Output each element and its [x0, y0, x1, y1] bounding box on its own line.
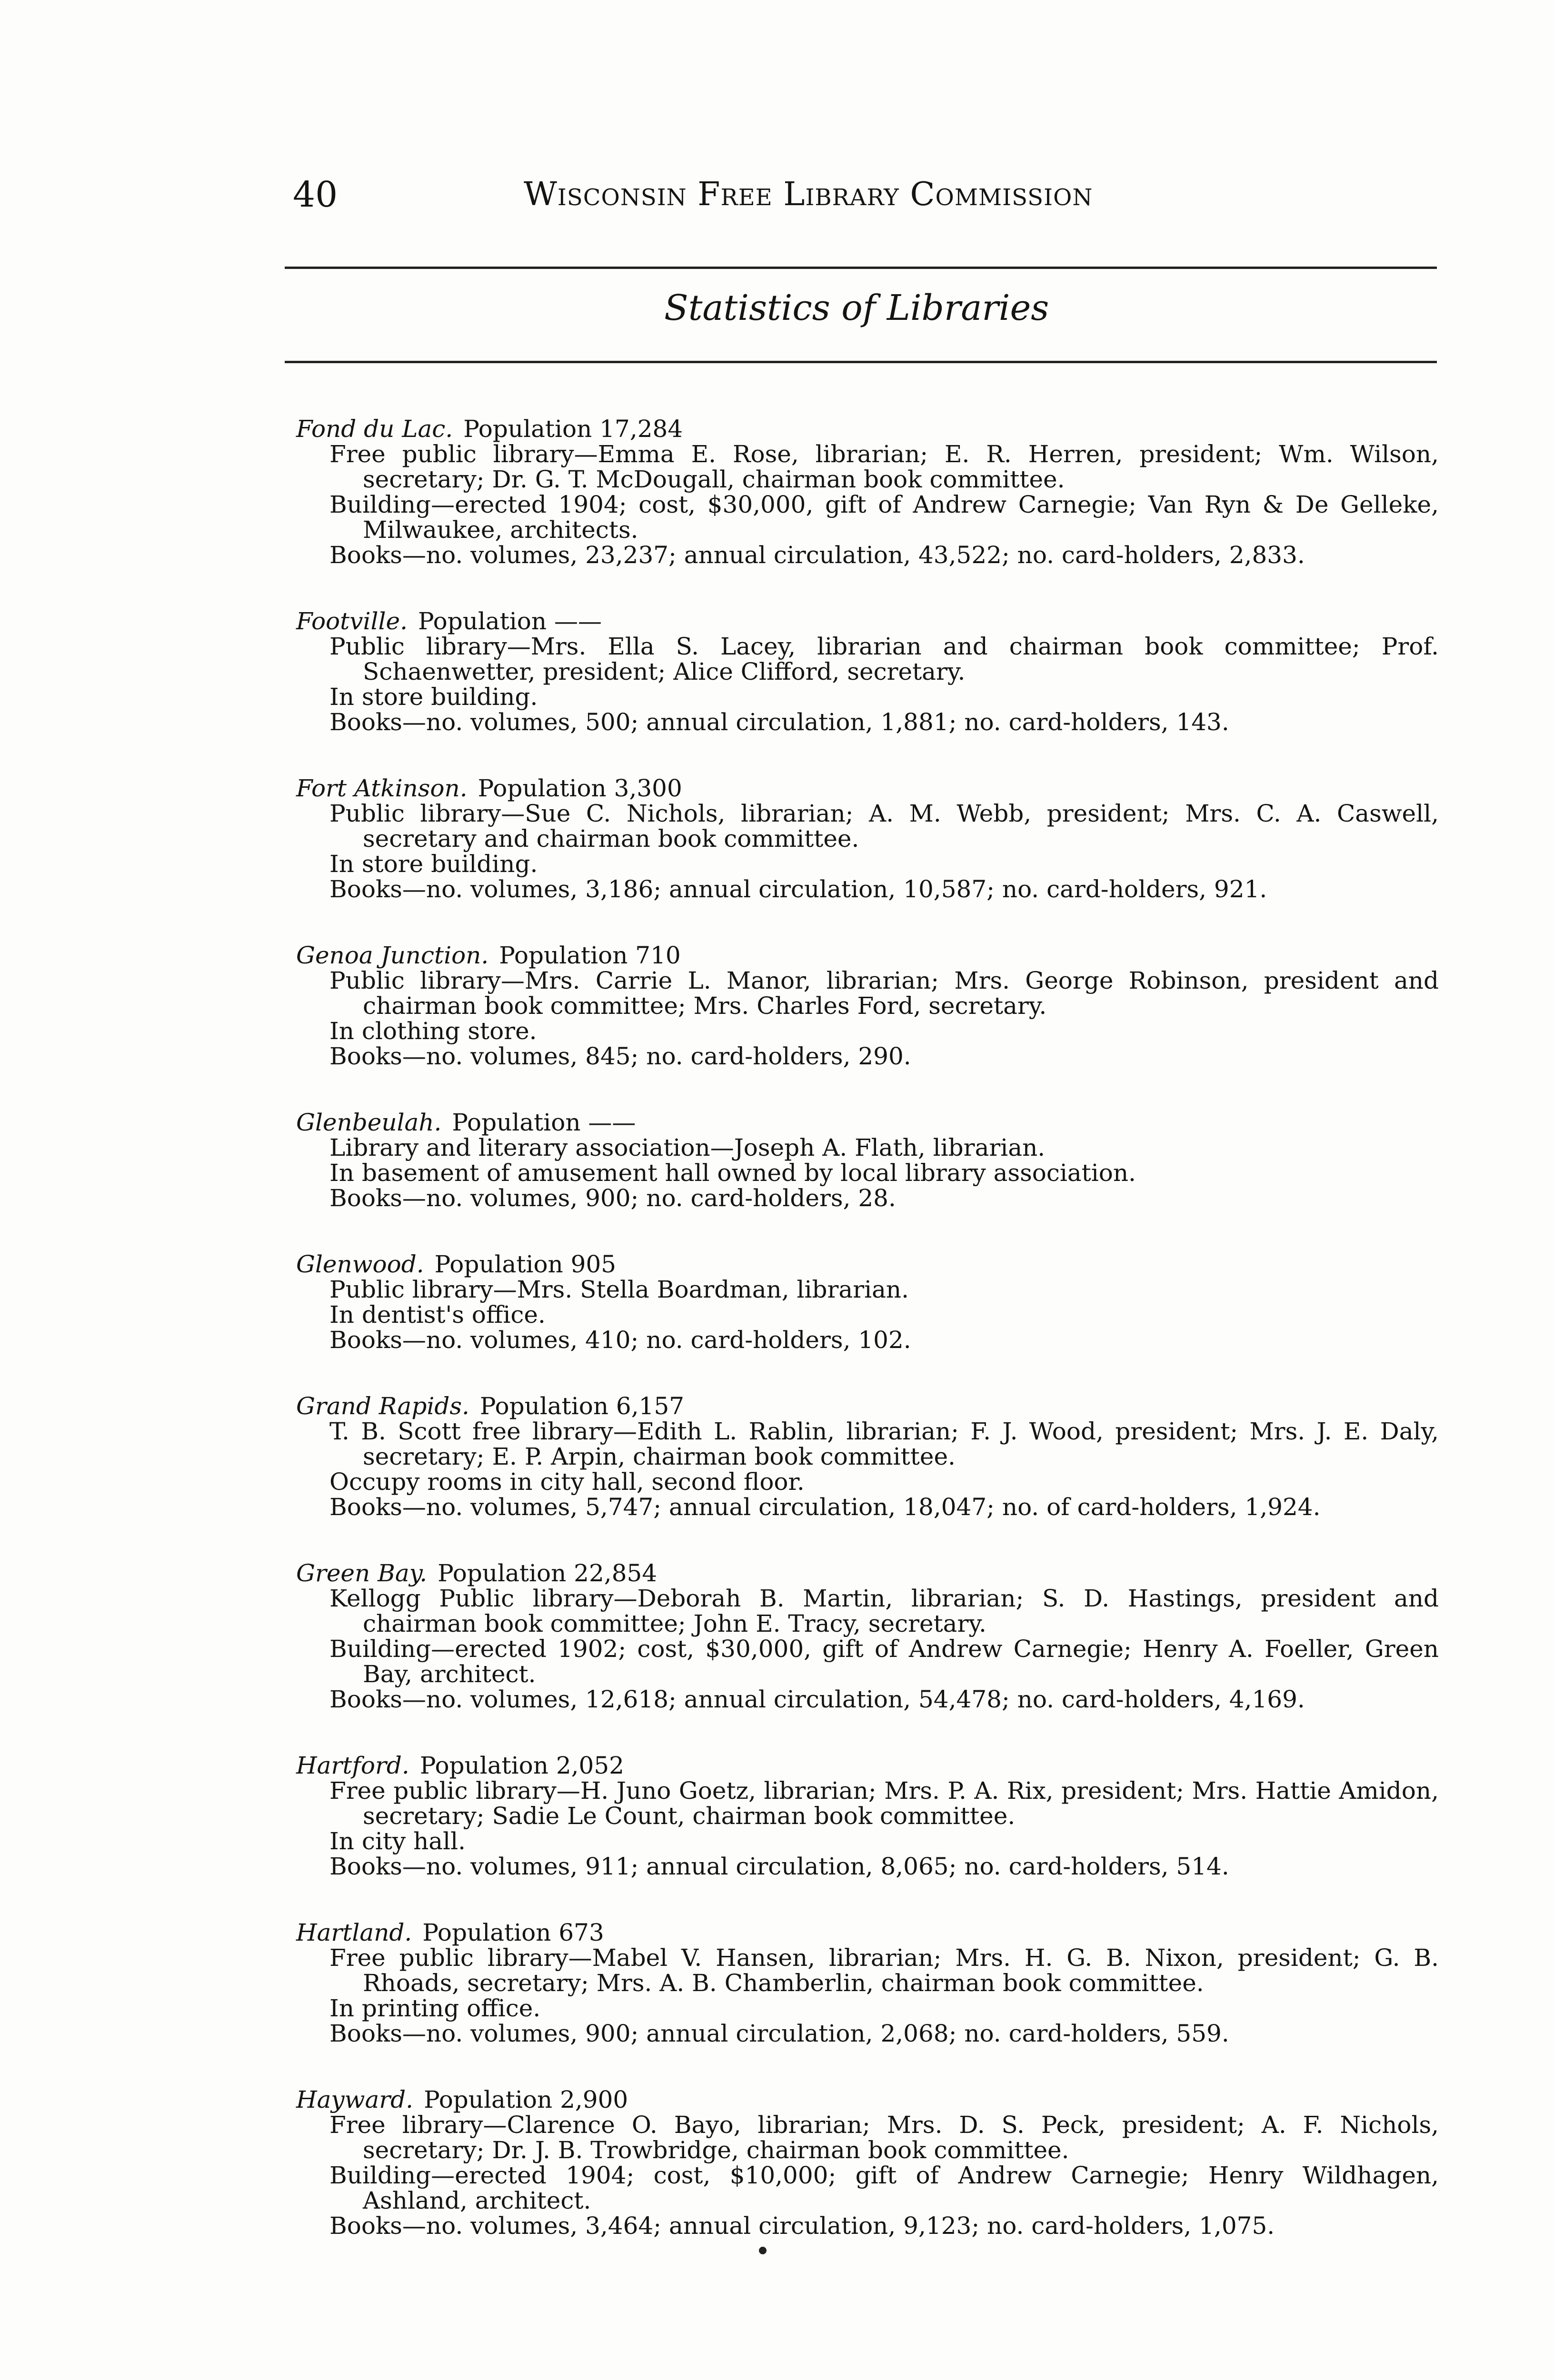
population: Population 2,052	[419, 1752, 624, 1779]
place-name: Genoa Junction.	[296, 942, 489, 969]
entry-detail: Books—no. volumes, 3,464; annual circulation, 9,123; no. card-holders, 1,075.	[329, 2212, 1275, 2240]
place-name: Footville.	[296, 607, 408, 635]
library-entry	[296, 943, 1439, 1069]
library-entry	[296, 609, 1439, 735]
entry-detail: Free public library—Mabel V. Hansen, librarian; Mrs. H. G. B. Nixon, president; G. B. Rhoads, secretary; Mrs. A. B. Chamberlin, chairman book committee.	[329, 1944, 1439, 1997]
place-name: Hayward.	[296, 2086, 414, 2113]
entry-heading	[296, 1252, 1439, 1277]
entry-detail: Kellogg Public library—Deborah B. Martin, librarian; S. D. Hastings, president and chairman book committee; John E. Tracy, secretary.	[329, 1585, 1439, 1637]
entry-detail: Free public library—H. Juno Goetz, librarian; Mrs. P. A. Rix, president; Mrs. Hattie Amidon, secretary; Sadie Le Count, chairman book committee.	[329, 1777, 1439, 1830]
entry-detail: Free library—Clarence O. Bayo, librarian; Mrs. D. S. Peck, president; A. F. Nichols, secretary; Dr. J. B. Trowbridge, chairman book committee.	[329, 2111, 1439, 2164]
section-title: Statistics of Libraries	[664, 288, 1049, 328]
library-entries	[296, 416, 1439, 2280]
entry-detail: T. B. Scott free library—Edith L. Rablin, librarian; F. J. Wood, president; Mrs. J. E. Daly, secretary; E. P. Arpin, chairman book committee.	[329, 1418, 1439, 1470]
entry-heading	[296, 416, 1439, 442]
entry-heading	[296, 943, 1439, 968]
population: Population 17,284	[463, 415, 683, 443]
population: Population 710	[499, 942, 681, 969]
entry-heading	[296, 1920, 1439, 1945]
entry-heading	[296, 609, 1439, 634]
library-entry	[296, 1110, 1439, 1211]
entry-detail: Building—erected 1902; cost, $30,000, gift of Andrew Carnegie; Henry A. Foeller, Green Bay, architect.	[329, 1635, 1439, 1688]
place-name: Grand Rapids.	[296, 1392, 469, 1420]
place-name: Fond du Lac.	[296, 415, 453, 443]
population: Population 6,157	[479, 1392, 685, 1420]
entry-detail: In dentist's office.	[329, 1301, 546, 1329]
place-name: Fort Atkinson.	[296, 774, 468, 802]
population: Population 905	[434, 1250, 617, 1278]
entry-detail: Books—no. volumes, 5,747; annual circulation, 18,047; no. of card-holders, 1,924.	[329, 1493, 1321, 1521]
entry-detail: Library and literary association—Joseph A. Flath, librarian.	[329, 1134, 1046, 1161]
population: Population ——	[452, 1109, 636, 1136]
entry-detail: In city hall.	[329, 1827, 466, 1855]
library-entry	[296, 1394, 1439, 1520]
entry-heading	[296, 1561, 1439, 1586]
entry-detail: Public library—Mrs. Ella S. Lacey, librarian and chairman book committee; Prof. Schaenwetter, president; Alice Clifford, secretary.	[329, 633, 1439, 685]
top-rule	[285, 267, 1437, 269]
entry-detail: In clothing store.	[329, 1017, 537, 1045]
entry-detail: Books—no. volumes, 500; annual circulation, 1,881; no. card-holders, 143.	[329, 708, 1229, 736]
library-entry	[296, 1920, 1439, 2046]
place-name: Glenwood.	[296, 1250, 424, 1278]
entry-detail: Books—no. volumes, 911; annual circulation, 8,065; no. card-holders, 514.	[329, 1853, 1229, 1880]
entry-detail: Public library—Mrs. Stella Boardman, librarian.	[329, 1276, 909, 1303]
library-entry	[296, 1753, 1439, 1879]
footer-dot	[759, 2247, 767, 2254]
entry-heading	[296, 776, 1439, 801]
population: Population ——	[418, 607, 602, 635]
population: Population 2,900	[424, 2086, 628, 2113]
entry-detail: Books—no. volumes, 900; annual circulation, 2,068; no. card-holders, 559.	[329, 2020, 1229, 2047]
entry-heading	[296, 2087, 1439, 2112]
entry-detail: Books—no. volumes, 12,618; annual circulation, 54,478; no. card-holders, 4,169.	[329, 1686, 1305, 1713]
library-entry	[296, 416, 1439, 568]
entry-detail: Books—no. volumes, 410; no. card-holders, 102.	[329, 1326, 911, 1354]
entry-detail: Public library—Mrs. Carrie L. Manor, librarian; Mrs. George Robinson, president and chairman book committee; Mrs. Charles Ford, secretary.	[329, 967, 1439, 1020]
library-entry	[296, 2087, 1439, 2239]
place-name: Hartford.	[296, 1752, 409, 1779]
entry-detail: In store building.	[329, 683, 538, 711]
entry-heading	[296, 1110, 1439, 1135]
bottom-rule	[285, 361, 1437, 363]
entry-detail: Public library—Sue C. Nichols, librarian; A. M. Webb, president; Mrs. C. A. Caswell, secretary and chairman book committee.	[329, 800, 1439, 853]
place-name: Green Bay.	[296, 1559, 428, 1587]
entry-detail: In store building.	[329, 850, 538, 878]
entry-detail: Books—no. volumes, 845; no. card-holders, 290.	[329, 1042, 911, 1070]
entry-detail: Free public library—Emma E. Rose, librarian; E. R. Herren, president; Wm. Wilson, secretary; Dr. G. T. McDougall, chairman book committee.	[329, 440, 1439, 493]
entry-detail: Books—no. volumes, 3,186; annual circulation, 10,587; no. card-holders, 921.	[329, 875, 1267, 903]
entry-detail: Building—erected 1904; cost, $30,000, gift of Andrew Carnegie; Van Ryn & De Gelleke, Milwaukee, architects.	[329, 491, 1439, 544]
running-head: Wisconsin Free Library Commission	[524, 176, 1093, 213]
entry-detail: Books—no. volumes, 900; no. card-holders, 28.	[329, 1184, 896, 1212]
population: Population 22,854	[438, 1559, 657, 1587]
library-entry	[296, 776, 1439, 902]
library-entry	[296, 1561, 1439, 1712]
place-name: Hartland.	[296, 1919, 412, 1946]
entry-detail: Occupy rooms in city hall, second floor.	[329, 1468, 805, 1496]
place-name: Glenbeulah.	[296, 1109, 442, 1136]
entry-detail: Books—no. volumes, 23,237; annual circulation, 43,522; no. card-holders, 2,833.	[329, 541, 1305, 569]
entry-heading	[296, 1394, 1439, 1419]
page-number: 40	[293, 174, 338, 215]
library-entry	[296, 1252, 1439, 1353]
population: Population 3,300	[478, 774, 682, 802]
entry-detail: In printing office.	[329, 1994, 541, 2022]
entry-detail: Building—erected 1904; cost, $10,000; gift of Andrew Carnegie; Henry Wildhagen, Ashland, architect.	[329, 2162, 1439, 2214]
entry-heading	[296, 1753, 1439, 1778]
population: Population 673	[422, 1919, 604, 1946]
entry-detail: In basement of amusement hall owned by local library association.	[329, 1159, 1136, 1187]
